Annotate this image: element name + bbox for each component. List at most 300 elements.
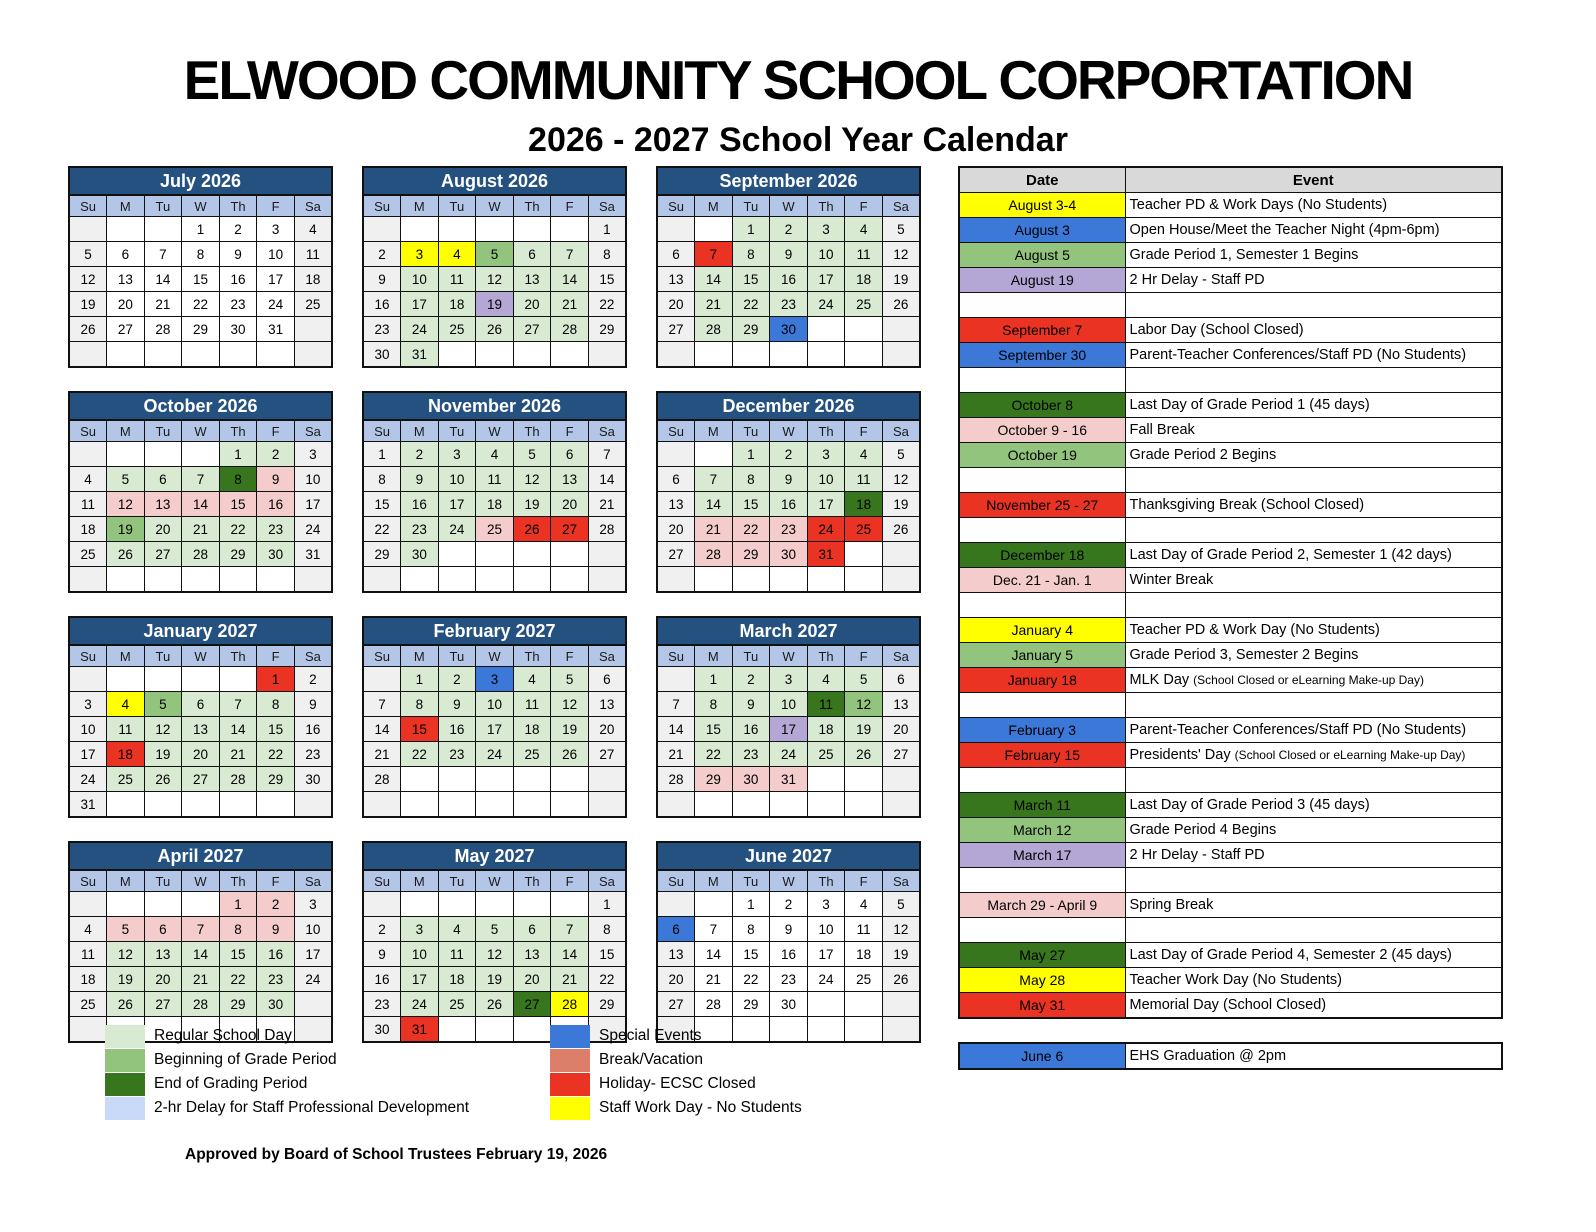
day-cell: 24 — [807, 292, 845, 317]
day-of-week-header: Sa — [294, 645, 332, 667]
day-cell: 13 — [551, 467, 589, 492]
day-of-week-header: F — [257, 645, 295, 667]
day-cell: 25 — [845, 967, 883, 992]
day-of-week-header: M — [695, 195, 733, 217]
day-cell — [219, 667, 257, 692]
day-cell: 21 — [144, 292, 182, 317]
day-cell: 9 — [770, 467, 808, 492]
legend-label: Regular School Day — [154, 1027, 292, 1044]
day-cell: 20 — [657, 967, 695, 992]
day-of-week-header: Th — [513, 195, 551, 217]
day-cell: 3 — [476, 667, 514, 692]
day-of-week-header: F — [257, 870, 295, 892]
day-of-week-header: W — [770, 645, 808, 667]
day-cell — [401, 567, 439, 593]
day-cell — [476, 767, 514, 792]
day-cell: 24 — [401, 992, 439, 1017]
day-cell: 29 — [219, 542, 257, 567]
event-description-cell: Last Day of Grade Period 3 (45 days) — [1125, 793, 1502, 818]
day-of-week-header: Sa — [882, 420, 920, 442]
day-cell: 17 — [401, 967, 439, 992]
day-cell: 22 — [588, 292, 626, 317]
day-cell: 3 — [294, 892, 332, 917]
day-cell: 16 — [770, 942, 808, 967]
day-cell: 31 — [257, 317, 295, 342]
event-description-cell: 2 Hr Delay - Staff PD — [1125, 843, 1502, 868]
day-of-week-header: W — [182, 645, 220, 667]
day-cell: 27 — [513, 317, 551, 342]
day-cell: 4 — [107, 692, 145, 717]
day-cell: 12 — [107, 492, 145, 517]
day-cell — [438, 767, 476, 792]
day-cell: 23 — [732, 742, 770, 767]
day-cell — [363, 892, 401, 917]
day-cell: 16 — [257, 942, 295, 967]
day-of-week-header: Th — [807, 195, 845, 217]
day-cell — [401, 217, 439, 242]
day-cell — [294, 792, 332, 818]
day-of-week-header: Th — [807, 870, 845, 892]
day-cell: 30 — [219, 317, 257, 342]
day-cell — [363, 567, 401, 593]
day-cell: 26 — [845, 742, 883, 767]
day-cell — [845, 992, 883, 1017]
day-cell: 1 — [732, 217, 770, 242]
day-cell — [807, 767, 845, 792]
day-cell: 30 — [363, 342, 401, 368]
day-cell: 2 — [770, 217, 808, 242]
day-cell: 14 — [695, 267, 733, 292]
event-description-cell — [1125, 468, 1502, 493]
day-cell: 31 — [401, 342, 439, 368]
legend-left-column — [105, 1024, 469, 1120]
day-cell: 28 — [219, 767, 257, 792]
legend-color-swatch — [105, 1049, 145, 1072]
day-cell — [551, 767, 589, 792]
day-cell: 15 — [219, 942, 257, 967]
day-cell: 17 — [438, 492, 476, 517]
day-cell: 26 — [551, 742, 589, 767]
day-cell: 16 — [257, 492, 295, 517]
day-cell: 2 — [770, 892, 808, 917]
day-cell: 20 — [182, 742, 220, 767]
event-date-cell — [959, 293, 1125, 318]
day-cell — [807, 992, 845, 1017]
event-date-cell: May 27 — [959, 943, 1125, 968]
day-cell: 19 — [144, 742, 182, 767]
day-of-week-header: M — [695, 645, 733, 667]
event-date-cell: November 25 - 27 — [959, 493, 1125, 518]
day-cell: 6 — [588, 667, 626, 692]
day-cell: 28 — [144, 317, 182, 342]
day-cell: 18 — [476, 492, 514, 517]
day-cell: 24 — [807, 517, 845, 542]
day-cell — [657, 892, 695, 917]
approval-note: Approved by Board of School Trustees February 19, 2026 — [185, 1146, 608, 1163]
day-cell — [476, 892, 514, 917]
day-cell: 14 — [695, 492, 733, 517]
event-description-cell: Teacher PD & Work Days (No Students) — [1125, 193, 1502, 218]
day-cell: 22 — [588, 967, 626, 992]
day-cell — [438, 567, 476, 593]
day-cell: 11 — [845, 242, 883, 267]
day-cell: 1 — [695, 667, 733, 692]
day-of-week-header: Sa — [882, 645, 920, 667]
day-cell: 11 — [294, 242, 332, 267]
day-cell: 6 — [551, 442, 589, 467]
legend-item-2-hr-delay-for-staff-professional-development — [105, 1096, 469, 1120]
day-cell — [144, 217, 182, 242]
month-title: November 2026 — [363, 392, 626, 420]
day-cell: 10 — [401, 267, 439, 292]
day-cell: 27 — [144, 992, 182, 1017]
day-cell: 24 — [770, 742, 808, 767]
day-cell — [257, 567, 295, 593]
day-cell: 21 — [657, 742, 695, 767]
day-cell: 11 — [845, 917, 883, 942]
day-cell: 9 — [219, 242, 257, 267]
day-cell: 6 — [182, 692, 220, 717]
legend-right-column — [550, 1024, 802, 1120]
day-cell: 2 — [401, 442, 439, 467]
day-cell: 9 — [363, 267, 401, 292]
day-cell — [695, 567, 733, 593]
day-cell: 18 — [845, 942, 883, 967]
event-description-cell — [1125, 868, 1502, 893]
day-of-week-header: W — [476, 645, 514, 667]
day-cell: 1 — [732, 892, 770, 917]
event-description-cell: Winter Break — [1125, 568, 1502, 593]
event-date-cell: June 6 — [959, 1043, 1125, 1069]
day-cell: 22 — [732, 292, 770, 317]
day-cell: 30 — [770, 542, 808, 567]
day-cell: 2 — [257, 892, 295, 917]
day-cell: 26 — [882, 967, 920, 992]
day-of-week-header: F — [845, 420, 883, 442]
event-date-cell: March 29 - April 9 — [959, 893, 1125, 918]
day-cell: 13 — [107, 267, 145, 292]
day-cell: 21 — [695, 517, 733, 542]
day-of-week-header: Su — [69, 645, 107, 667]
month-title: May 2027 — [363, 842, 626, 870]
day-cell — [144, 342, 182, 368]
day-cell — [107, 792, 145, 818]
day-cell: 30 — [257, 992, 295, 1017]
day-cell: 20 — [144, 967, 182, 992]
day-of-week-header: Th — [219, 870, 257, 892]
day-of-week-header: M — [107, 645, 145, 667]
day-cell: 16 — [219, 267, 257, 292]
day-cell — [69, 1017, 107, 1043]
month-title: February 2027 — [363, 617, 626, 645]
day-cell — [363, 217, 401, 242]
day-cell — [219, 342, 257, 368]
event-date-cell: August 5 — [959, 243, 1125, 268]
day-cell: 31 — [294, 542, 332, 567]
day-cell: 18 — [294, 267, 332, 292]
day-cell: 11 — [438, 267, 476, 292]
day-cell — [551, 792, 589, 818]
day-cell: 3 — [69, 692, 107, 717]
day-cell — [882, 1017, 920, 1043]
day-of-week-header: Sa — [882, 870, 920, 892]
month-august-2026 — [362, 166, 627, 368]
day-of-week-header: M — [107, 195, 145, 217]
day-cell: 16 — [363, 967, 401, 992]
day-cell: 5 — [107, 467, 145, 492]
event-date-cell — [959, 868, 1125, 893]
day-of-week-header: Su — [363, 195, 401, 217]
event-description-cell: Last Day of Grade Period 4, Semester 2 (45 days) — [1125, 943, 1502, 968]
day-cell: 10 — [401, 942, 439, 967]
day-cell: 8 — [182, 242, 220, 267]
day-cell: 30 — [257, 542, 295, 567]
event-description-cell — [1125, 368, 1502, 393]
day-cell: 29 — [588, 992, 626, 1017]
day-cell: 29 — [257, 767, 295, 792]
day-of-week-header: Sa — [294, 420, 332, 442]
day-of-week-header: W — [476, 420, 514, 442]
day-cell: 1 — [588, 217, 626, 242]
day-cell: 23 — [257, 967, 295, 992]
day-cell: 29 — [182, 317, 220, 342]
day-cell: 14 — [363, 717, 401, 742]
day-cell — [144, 567, 182, 593]
day-cell: 12 — [551, 692, 589, 717]
day-cell: 27 — [107, 317, 145, 342]
day-cell: 3 — [807, 442, 845, 467]
event-date-cell — [959, 918, 1125, 943]
day-cell — [182, 892, 220, 917]
day-cell: 7 — [657, 692, 695, 717]
day-cell: 12 — [845, 692, 883, 717]
day-cell — [882, 542, 920, 567]
day-cell: 22 — [219, 967, 257, 992]
day-cell: 24 — [438, 517, 476, 542]
day-of-week-header: Sa — [588, 645, 626, 667]
day-cell: 10 — [294, 917, 332, 942]
day-cell — [69, 342, 107, 368]
event-date-cell: December 18 — [959, 543, 1125, 568]
day-cell: 17 — [807, 942, 845, 967]
month-march-2027 — [656, 616, 921, 818]
day-cell: 28 — [182, 542, 220, 567]
day-cell: 31 — [770, 767, 808, 792]
legend-item-regular-school-day — [105, 1024, 469, 1048]
event-description-small: (School Closed or eLearning Make-up Day) — [1193, 673, 1424, 687]
day-cell: 11 — [69, 492, 107, 517]
day-of-week-header: Tu — [438, 420, 476, 442]
day-cell: 19 — [882, 492, 920, 517]
day-cell — [807, 792, 845, 818]
day-cell: 26 — [882, 292, 920, 317]
month-title: July 2026 — [69, 167, 332, 195]
day-cell: 12 — [476, 942, 514, 967]
day-cell: 20 — [513, 292, 551, 317]
day-cell: 18 — [438, 967, 476, 992]
month-title: December 2026 — [657, 392, 920, 420]
day-cell: 15 — [732, 492, 770, 517]
legend-item-special-events — [550, 1024, 802, 1048]
day-cell — [513, 342, 551, 368]
event-date-cell: August 3-4 — [959, 193, 1125, 218]
month-february-2027 — [362, 616, 627, 818]
day-of-week-header: Th — [807, 645, 845, 667]
day-of-week-header: Tu — [438, 645, 476, 667]
day-cell: 5 — [882, 442, 920, 467]
event-date-cell: March 11 — [959, 793, 1125, 818]
day-cell — [657, 792, 695, 818]
day-of-week-header: W — [770, 420, 808, 442]
day-cell: 10 — [257, 242, 295, 267]
event-date-cell: September 7 — [959, 318, 1125, 343]
day-cell: 6 — [513, 917, 551, 942]
day-cell — [695, 892, 733, 917]
day-of-week-header: F — [551, 420, 589, 442]
day-cell — [882, 567, 920, 593]
day-cell: 28 — [588, 517, 626, 542]
day-cell: 16 — [363, 292, 401, 317]
event-description-cell: Last Day of Grade Period 1 (45 days) — [1125, 393, 1502, 418]
event-date-cell: October 9 - 16 — [959, 418, 1125, 443]
day-cell — [588, 342, 626, 368]
day-cell — [845, 542, 883, 567]
day-cell: 1 — [219, 442, 257, 467]
day-cell — [770, 342, 808, 368]
day-cell — [845, 1017, 883, 1043]
day-cell — [107, 667, 145, 692]
day-cell: 4 — [69, 917, 107, 942]
day-cell: 29 — [732, 992, 770, 1017]
day-cell: 22 — [695, 742, 733, 767]
events-table-wrap — [958, 166, 1501, 1070]
day-cell: 15 — [732, 267, 770, 292]
day-cell: 28 — [551, 992, 589, 1017]
day-of-week-header: F — [257, 420, 295, 442]
day-of-week-header: Th — [219, 420, 257, 442]
day-cell: 8 — [257, 692, 295, 717]
day-cell: 19 — [107, 517, 145, 542]
day-cell: 9 — [257, 917, 295, 942]
event-date-cell — [959, 693, 1125, 718]
day-cell: 18 — [845, 267, 883, 292]
day-cell: 18 — [107, 742, 145, 767]
day-cell: 1 — [732, 442, 770, 467]
day-cell — [588, 542, 626, 567]
day-cell: 28 — [551, 317, 589, 342]
day-cell: 24 — [807, 967, 845, 992]
day-cell: 13 — [588, 692, 626, 717]
day-of-week-header: F — [845, 195, 883, 217]
day-cell — [363, 792, 401, 818]
event-description-cell — [1125, 693, 1502, 718]
day-cell — [732, 342, 770, 368]
day-cell: 25 — [513, 742, 551, 767]
day-cell: 5 — [845, 667, 883, 692]
day-cell: 8 — [401, 692, 439, 717]
day-cell: 15 — [588, 267, 626, 292]
day-cell: 17 — [770, 717, 808, 742]
day-cell: 23 — [219, 292, 257, 317]
day-of-week-header: M — [695, 870, 733, 892]
day-cell: 27 — [657, 542, 695, 567]
day-cell: 23 — [257, 517, 295, 542]
day-cell: 13 — [513, 267, 551, 292]
event-description-cell: Grade Period 1, Semester 1 Begins — [1125, 243, 1502, 268]
day-cell: 15 — [588, 942, 626, 967]
day-cell: 3 — [770, 667, 808, 692]
event-date-cell — [959, 768, 1125, 793]
event-description-cell: MLK Day (School Closed or eLearning Make-up Day) — [1125, 668, 1502, 693]
day-of-week-header: M — [401, 870, 439, 892]
day-cell: 28 — [695, 992, 733, 1017]
day-cell — [257, 792, 295, 818]
day-cell: 6 — [657, 917, 695, 942]
day-cell — [144, 892, 182, 917]
day-cell: 25 — [476, 517, 514, 542]
events-table-gap — [958, 1019, 1501, 1042]
day-cell: 24 — [294, 517, 332, 542]
day-of-week-header: F — [551, 195, 589, 217]
day-of-week-header: F — [551, 645, 589, 667]
day-cell — [182, 342, 220, 368]
day-cell: 30 — [363, 1017, 401, 1043]
day-cell: 18 — [845, 492, 883, 517]
day-cell: 20 — [657, 517, 695, 542]
events-column-header: Date — [959, 167, 1125, 193]
event-description-cell: Grade Period 3, Semester 2 Begins — [1125, 643, 1502, 668]
months-grid — [68, 166, 921, 1043]
day-cell — [657, 667, 695, 692]
day-cell: 31 — [69, 792, 107, 818]
events-column-header: Event — [1125, 167, 1502, 193]
day-cell — [588, 767, 626, 792]
day-cell: 31 — [807, 542, 845, 567]
event-description-cell: Memorial Day (School Closed) — [1125, 993, 1502, 1019]
day-cell: 18 — [513, 717, 551, 742]
day-cell: 6 — [107, 242, 145, 267]
day-cell: 17 — [69, 742, 107, 767]
day-cell: 12 — [882, 917, 920, 942]
day-cell — [882, 317, 920, 342]
legend-color-swatch — [550, 1073, 590, 1096]
legend-label: Special Events — [599, 1027, 702, 1044]
day-cell: 21 — [551, 967, 589, 992]
month-title: June 2027 — [657, 842, 920, 870]
day-cell — [695, 792, 733, 818]
day-cell — [551, 542, 589, 567]
day-cell: 8 — [732, 917, 770, 942]
day-cell: 7 — [695, 242, 733, 267]
day-cell: 19 — [845, 717, 883, 742]
day-cell — [732, 567, 770, 593]
day-cell — [476, 342, 514, 368]
day-cell — [882, 342, 920, 368]
day-cell: 11 — [807, 692, 845, 717]
day-cell: 7 — [588, 442, 626, 467]
event-description-cell: Labor Day (School Closed) — [1125, 318, 1502, 343]
day-cell — [513, 1017, 551, 1043]
day-cell — [845, 567, 883, 593]
day-cell — [219, 567, 257, 593]
day-cell: 3 — [294, 442, 332, 467]
day-cell: 25 — [807, 742, 845, 767]
event-date-cell: May 31 — [959, 993, 1125, 1019]
event-date-cell: May 28 — [959, 968, 1125, 993]
day-cell: 9 — [257, 467, 295, 492]
day-cell: 5 — [476, 917, 514, 942]
page-title: ELWOOD COMMUNITY SCHOOL CORPORTATION — [183, 49, 1413, 111]
